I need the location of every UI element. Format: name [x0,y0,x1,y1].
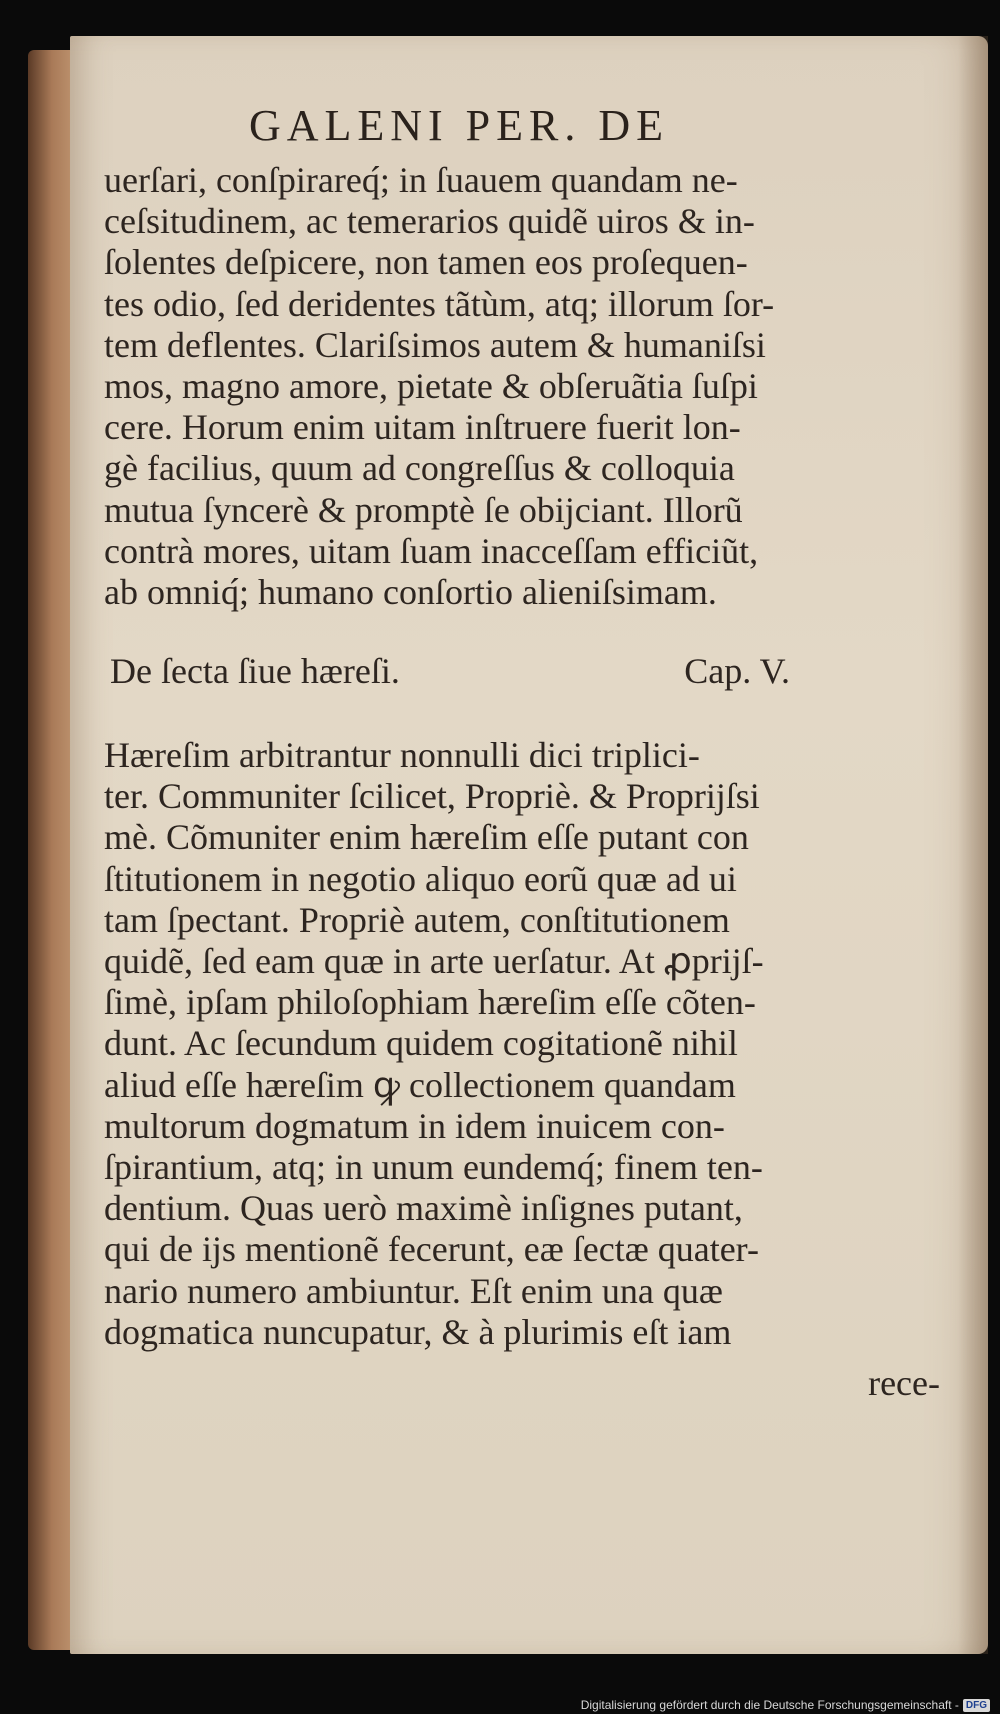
text-line: tes odio, ſed deridentes tãtùm, atq; illorum ſor- [104,283,775,324]
text-line: tem deflentes. Clariſsimos autem & humaniſsi [104,324,766,365]
text-line: ter. Communiter ſcilicet, Propriè. & Proprĳſsi [104,776,760,817]
text-line: tam ſpectant. Propriè autem, conſtitutionem [104,899,730,940]
text-line: ſimè, ipſam philoſophiam hæreſim eſſe cõten- [104,982,756,1023]
text-line: mè. Cõmuniter enim hæreſim eſſe putant con [104,817,749,858]
text-line: gè facilius, quum ad congreſſus & colloquia [104,448,735,489]
text-line: qui de ĳs mentionẽ fecerunt, eæ ſectæ quater- [104,1229,759,1270]
text-line: mutua ſyncerè & promptè ſe obĳciant. Illorũ [104,489,743,530]
text-line: mos, magno amore, pietate & obſeruãtia ſuſpi [104,366,758,407]
text-line: ceſsitudinem, ac temerarios quidẽ uiros & in- [104,201,755,242]
text-line: ſtitutionem in negotio aliquo eorũ quæ ad ui [104,858,737,899]
catchword: rece- [868,1363,940,1403]
credit-text: Digitalisierung gefördert durch die Deutsche Forschungsgemeinschaft - [580,1698,959,1712]
page-gutter-shadow [958,36,988,1654]
paragraph-2 [104,735,884,1353]
text-line: contrà mores, uitam ſuam inacceſſam efficiũt, [104,530,759,571]
chapter-number: Cap. V. [684,651,790,691]
text-line: Hæreſim arbitrantur nonnulli dici triplici- [104,735,700,775]
text-line: ſpirantium, atq; in unum eundemq́; finem ten- [104,1147,763,1188]
text-line: dunt. Ac ſecundum quidem cogitationẽ nihil [104,1023,738,1064]
chapter-title: De ſecta ſiue hæreſi. [110,651,400,691]
chapter-heading [110,650,870,692]
text-line: aliud eſſe hæreſim ꝙ collectionem quandam [104,1064,736,1105]
text-line: dogmatica nuncupatur, & à plurimis eſt iam [104,1311,732,1352]
text-line: dentium. Quas uerò maximè inſignes putant, [104,1188,743,1229]
text-line: cere. Horum enim uitam inſtruere fuerit lon- [104,407,741,448]
dfg-logo-icon: DFG [963,1699,990,1712]
text-line: quidẽ, ſed eam quæ in arte uerſatur. At ꝓprĳſ- [104,941,764,982]
text-line: multorum dogmatum in idem inuicem con- [104,1105,725,1146]
text-line: ab omniq́; humano conſortio alieniſsimam. [104,572,717,613]
text-line: nario numero ambiuntur. Eſt enim una quæ [104,1270,723,1311]
digitization-credit [581,1698,990,1712]
text-line: uerſari, conſpirareq́; in ſuauem quandam ne- [104,160,738,200]
text-line: ſolentes deſpicere, non tamen eos proſequen- [104,242,748,283]
paragraph-1 [104,160,884,613]
running-head: GALENI PER. DE [248,101,670,150]
